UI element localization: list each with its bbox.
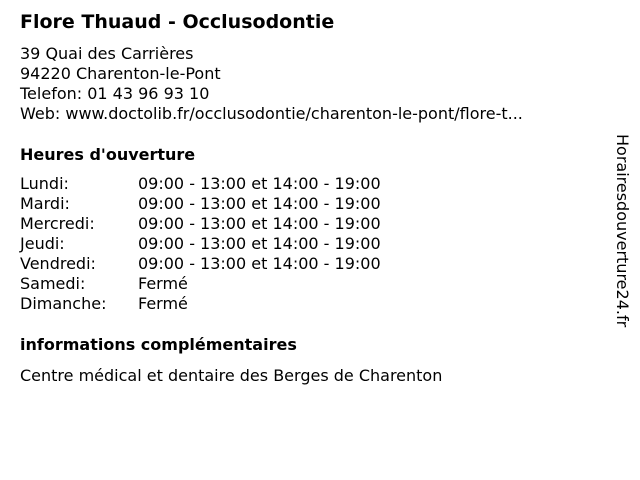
additional-info-heading: informations complémentaires: [20, 335, 297, 354]
address-city: 94220 Charenton-le-Pont: [20, 64, 221, 83]
hours-row-thursday: [20, 234, 381, 254]
hours-row-saturday: [20, 274, 381, 294]
hours-time-value: 09:00 - 13:00 et 14:00 - 19:00: [138, 174, 381, 193]
hours-time-value: 09:00 - 13:00 et 14:00 - 19:00: [138, 254, 381, 273]
hours-day-label: Samedi:: [20, 274, 86, 293]
hours-time-value: 09:00 - 13:00 et 14:00 - 19:00: [138, 214, 381, 233]
hours-row-sunday: [20, 294, 381, 314]
opening-hours-heading: Heures d'ouverture: [20, 145, 196, 164]
opening-hours-table: [20, 174, 381, 314]
hours-row-tuesday: [20, 194, 381, 214]
hours-row-monday: [20, 174, 381, 194]
hours-day-label: Mardi:: [20, 194, 70, 213]
additional-info-text: Centre médical et dentaire des Berges de Charenton: [20, 366, 443, 385]
phone-number[interactable]: Telefon: 01 43 96 93 10: [20, 84, 210, 103]
business-title: Flore Thuaud - Occlusodontie: [20, 11, 335, 33]
website-link[interactable]: Web: www.doctolib.fr/occlusodontie/charenton-le-pont/flore-t...: [20, 104, 523, 123]
contact-block: [20, 44, 523, 124]
hours-time-value: Fermé: [138, 294, 188, 313]
hours-row-friday: [20, 254, 381, 274]
hours-day-label: Jeudi:: [20, 234, 65, 253]
hours-time-value: 09:00 - 13:00 et 14:00 - 19:00: [138, 234, 381, 253]
hours-row-wednesday: [20, 214, 381, 234]
hours-day-label: Lundi:: [20, 174, 69, 193]
site-watermark: Horairesdouverture24.fr: [613, 134, 632, 328]
hours-day-label: Mercredi:: [20, 214, 95, 233]
address-street: 39 Quai des Carrières: [20, 44, 194, 63]
hours-day-label: Vendredi:: [20, 254, 96, 273]
hours-day-label: Dimanche:: [20, 294, 107, 313]
hours-time-value: Fermé: [138, 274, 188, 293]
hours-time-value: 09:00 - 13:00 et 14:00 - 19:00: [138, 194, 381, 213]
